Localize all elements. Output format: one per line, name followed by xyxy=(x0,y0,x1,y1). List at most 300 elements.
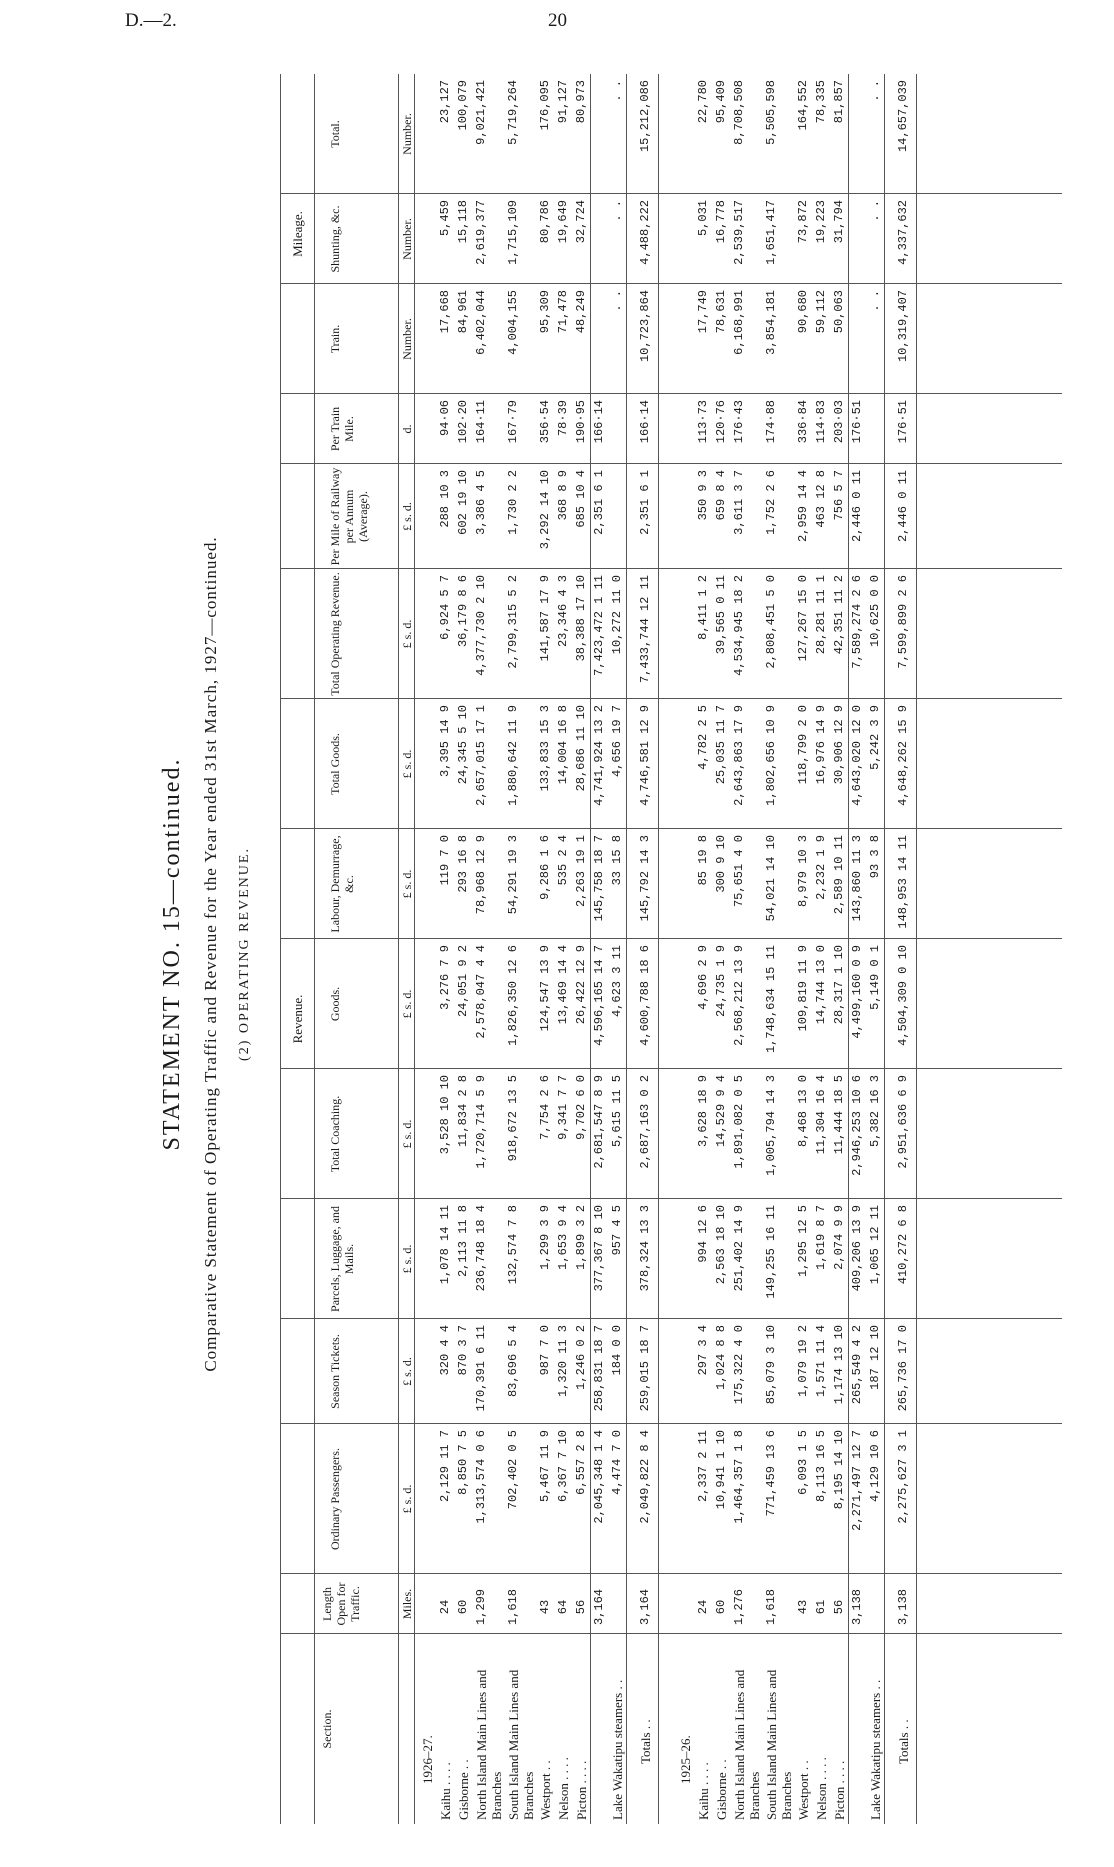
table-cell: 3,292 14 10 xyxy=(538,470,552,550)
table-cell: 4,600,788 18 6 xyxy=(638,945,652,1046)
table-cell: 3,138 xyxy=(850,1589,864,1626)
table-cell: 16,976 14 9 xyxy=(814,705,828,785)
table-cell: 659 8 4 xyxy=(714,470,728,521)
column-header-section: Section. xyxy=(320,1709,334,1749)
table-cell: 3,628 18 9 xyxy=(696,1075,710,1148)
table-cell: 14,744 13 0 xyxy=(814,945,828,1025)
column-header-season: Season Tickets. xyxy=(328,1334,342,1409)
column-header-total: Total. xyxy=(328,120,342,148)
table-row xyxy=(592,74,607,1824)
table-cell: 114·83 xyxy=(814,400,828,444)
table-cell: 83,696 5 4 xyxy=(506,1325,520,1398)
table-row xyxy=(832,74,847,1824)
table-cell: 184 0 0 xyxy=(610,1325,624,1376)
table-cell: 60 xyxy=(456,1599,470,1615)
table-cell: 16,778 xyxy=(714,200,728,244)
year-label-row xyxy=(420,74,435,1824)
table-cell: 3,164 xyxy=(638,1589,652,1626)
table-cell: 118,799 2 0 xyxy=(796,705,810,785)
table-cell: 59,112 xyxy=(814,290,828,334)
table-cell: 64 xyxy=(556,1599,570,1615)
column-header-ordinary: Ordinary Passengers. xyxy=(328,1448,342,1550)
table-cell: 1,891,082 0 5 xyxy=(732,1075,746,1169)
table-cell: 24,735 1 9 xyxy=(714,945,728,1018)
table-cell: 2,129 11 7 xyxy=(438,1430,452,1503)
table-cell: 109,819 11 9 xyxy=(796,945,810,1032)
table-cell: 30,906 12 9 xyxy=(832,705,846,785)
page-number: 20 xyxy=(548,10,567,31)
table-cell: 1,720,714 5 9 xyxy=(474,1075,488,1169)
section-name: North Island Main Lines and Branches xyxy=(732,1669,762,1820)
table-cell: 4,623 3 11 xyxy=(610,945,624,1018)
table-cell: 8,411 1 2 xyxy=(696,575,710,640)
table-cell: 1,899 3 2 xyxy=(574,1205,588,1270)
table-cell: 176,095 xyxy=(538,80,552,131)
column-header-per-mile: Per Mile of Railway per Annum (Average). xyxy=(328,467,370,566)
unit-label: £ s. d. xyxy=(400,1119,414,1149)
table-cell: 10,272 11 0 xyxy=(610,575,624,655)
table-cell xyxy=(592,284,607,394)
section-name: Nelson . . . . xyxy=(814,1757,829,1820)
table-cell: . . xyxy=(610,200,624,222)
table-cell: 336·84 xyxy=(796,400,810,444)
table-cell: 80,973 xyxy=(574,80,588,124)
table-cell: 1,715,109 xyxy=(506,200,520,265)
table-cell: 5,242 3 9 xyxy=(868,705,882,770)
table-cell: 145,792 14 3 xyxy=(638,835,652,922)
table-row xyxy=(850,74,865,1824)
table-cell: 4,782 2 5 xyxy=(696,705,710,770)
table-cell: 1,005,794 14 3 xyxy=(764,1075,778,1176)
table-cell: 1,880,642 11 9 xyxy=(506,705,520,806)
table-cell: 17,749 xyxy=(696,290,710,334)
table-cell: 602 19 10 xyxy=(456,470,470,535)
table-cell: 4,377,730 2 10 xyxy=(474,575,488,676)
table-cell: 8,850 7 5 xyxy=(456,1430,470,1495)
table-cell: 1,276 xyxy=(732,1589,746,1626)
table-cell: 1,826,350 12 6 xyxy=(506,945,520,1046)
unit-label: £ s. d. xyxy=(400,749,414,779)
table-cell: 4,499,160 0 9 xyxy=(850,945,864,1039)
table-cell: 4,656 19 7 xyxy=(610,705,624,778)
table-row xyxy=(506,74,536,1824)
header-rule xyxy=(280,74,281,1824)
table-cell: 71,478 xyxy=(556,290,570,334)
section-name: Westport . . xyxy=(796,1760,811,1820)
table-cell: 132,574 7 8 xyxy=(506,1205,520,1285)
column-header-length: Length Open for Traffic. xyxy=(320,1582,362,1626)
table-cell xyxy=(868,464,883,569)
table-cell xyxy=(868,1574,883,1634)
table-cell: 1,299 3 9 xyxy=(538,1205,552,1270)
table-cell: 24,345 5 10 xyxy=(456,705,470,785)
table-cell: 100,079 xyxy=(456,80,470,131)
table-cell: 2,337 2 11 xyxy=(696,1430,710,1503)
table-cell: 288 10 3 xyxy=(438,470,452,528)
table-cell: 164·11 xyxy=(474,400,488,444)
table-cell: 19,223 xyxy=(814,200,828,244)
table-cell: 28,317 1 10 xyxy=(832,945,846,1025)
table-cell: 1,619 8 7 xyxy=(814,1205,828,1270)
table-cell: 7,423,472 1 11 xyxy=(592,575,606,676)
column-header-parcels: Parcels, Luggage, and Mails. xyxy=(328,1206,356,1312)
table-cell: 2,271,497 12 7 xyxy=(850,1430,864,1531)
year-end-rule xyxy=(916,74,917,1824)
unit-label: £ s. d. xyxy=(400,989,414,1019)
table-cell: 127,267 15 0 xyxy=(796,575,810,662)
table-cell: 6,402,044 xyxy=(474,290,488,355)
table-cell: 145,758 18 7 xyxy=(592,835,606,922)
table-cell: 2,578,047 4 4 xyxy=(474,945,488,1039)
table-cell: 1,748,634 15 11 xyxy=(764,945,778,1054)
table-cell: 7,433,744 12 11 xyxy=(638,575,652,684)
table-cell: 43 xyxy=(796,1599,810,1615)
statement-subtitle: Comparative Statement of Operating Traffic and Revenue for the Year ended 31st March, 1927—continued. xyxy=(201,536,220,1372)
table-cell: 23,127 xyxy=(438,80,452,124)
table-cell: 6,367 7 10 xyxy=(556,1430,570,1503)
table-cell: 702,402 0 5 xyxy=(506,1430,520,1510)
table-cell: 8,979 10 3 xyxy=(796,835,810,908)
unit-label: Number. xyxy=(400,218,414,260)
table-cell: 994 12 6 xyxy=(696,1205,710,1263)
table-cell: 22,780 xyxy=(696,80,710,124)
table-cell: 6,557 2 8 xyxy=(574,1430,588,1495)
table-cell: 2,681,547 8 9 xyxy=(592,1075,606,1169)
table-cell: 236,748 18 4 xyxy=(474,1205,488,1292)
table-cell: 535 2 4 xyxy=(556,835,570,886)
table-cell: 685 10 4 xyxy=(574,470,588,528)
table-cell: 95,409 xyxy=(714,80,728,124)
table-cell: 4,004,155 xyxy=(506,290,520,355)
unit-label: £ s. d. xyxy=(400,619,414,649)
table-cell: 203·03 xyxy=(832,400,846,444)
table-cell: 2,643,863 17 9 xyxy=(732,705,746,806)
section-name: Gisborne . . xyxy=(714,1759,729,1820)
statement-title: STATEMENT NO. 15—continued. xyxy=(159,757,185,1151)
table-row xyxy=(610,74,625,1824)
table-cell: 2,539,517 xyxy=(732,200,746,265)
unit-label: £ s. d. xyxy=(400,869,414,899)
table-cell: 251,402 14 9 xyxy=(732,1205,746,1292)
section-name: Westport . . xyxy=(538,1760,553,1820)
table-cell: 3,276 7 9 xyxy=(438,945,452,1010)
table-cell: 10,941 1 10 xyxy=(714,1430,728,1510)
table-cell: 15,212,086 xyxy=(638,80,652,153)
table-cell: 2,563 18 10 xyxy=(714,1205,728,1285)
section-name: Totals . . xyxy=(638,1719,653,1764)
table-cell xyxy=(850,284,865,394)
table-cell: 350 9 3 xyxy=(696,470,710,521)
table-cell: 870 3 7 xyxy=(456,1325,470,1376)
table-cell: 4,488,222 xyxy=(638,200,652,265)
table-cell: 17,668 xyxy=(438,290,452,334)
table-cell: 85 19 8 xyxy=(696,835,710,886)
table-cell: 54,021 14 10 xyxy=(764,835,778,922)
table-cell: . . xyxy=(610,80,624,102)
table-cell: 7,589,274 2 6 xyxy=(850,575,864,669)
table-cell: 3,395 14 9 xyxy=(438,705,452,778)
table-cell: 2,275,627 3 1 xyxy=(896,1430,910,1524)
table-cell: 26,422 12 9 xyxy=(574,945,588,1025)
table-row xyxy=(732,74,762,1824)
table-cell: 265,549 4 2 xyxy=(850,1325,864,1405)
table-cell: 4,596,165 14 7 xyxy=(592,945,606,1046)
table-cell: 9,286 1 6 xyxy=(538,835,552,900)
table-cell: 14,657,039 xyxy=(896,80,910,153)
table-cell: 113·73 xyxy=(696,400,710,444)
table-row xyxy=(474,74,504,1824)
table-cell: 756 5 7 xyxy=(832,470,846,521)
table-cell: 78,968 12 9 xyxy=(474,835,488,915)
table-cell: 38,388 17 10 xyxy=(574,575,588,662)
section-name xyxy=(850,1634,865,1824)
table-cell: 3,138 xyxy=(896,1589,910,1626)
table-cell: 1,802,656 10 9 xyxy=(764,705,778,806)
table-cell: 5,467 11 9 xyxy=(538,1430,552,1503)
unit-label: £ s. d. xyxy=(400,1244,414,1274)
table-cell: 11,444 18 5 xyxy=(832,1075,846,1155)
section-name: North Island Main Lines and Branches xyxy=(474,1669,504,1820)
table-cell: 297 3 4 xyxy=(696,1325,710,1376)
table-cell: 2,045,348 1 4 xyxy=(592,1430,606,1524)
table-row xyxy=(814,74,829,1824)
table-cell: 90,680 xyxy=(796,290,810,334)
table-cell: 167·79 xyxy=(506,400,520,444)
table-cell: 3,611 3 7 xyxy=(732,470,746,535)
table-cell: 28,281 11 1 xyxy=(814,575,828,655)
table-cell: 1,464,357 1 8 xyxy=(732,1430,746,1524)
table-cell: 24 xyxy=(438,1599,452,1615)
table-cell: 149,255 16 11 xyxy=(764,1205,778,1299)
column-header-labour: Labour, Demurrage, &c. xyxy=(328,835,356,933)
table-cell: 1,320 11 3 xyxy=(556,1325,570,1398)
column-header-shunting: Shunting, &c. xyxy=(328,205,342,273)
table-cell xyxy=(610,1574,625,1634)
table-cell: 4,643,020 12 0 xyxy=(850,705,864,806)
table-cell: 5,149 0 1 xyxy=(868,945,882,1010)
table-cell xyxy=(850,194,865,284)
unit-label: Number. xyxy=(400,318,414,360)
table-cell: 3,386 4 5 xyxy=(474,470,488,535)
table-cell: 56 xyxy=(832,1599,846,1615)
table-cell xyxy=(868,394,883,464)
table-row xyxy=(556,74,571,1824)
table-cell: 409,206 13 9 xyxy=(850,1205,864,1292)
table-cell: 5,031 xyxy=(696,200,710,237)
table-cell: 4,648,262 15 9 xyxy=(896,705,910,806)
table-cell: 25,035 11 7 xyxy=(714,705,728,785)
unit-label: Miles. xyxy=(400,1588,414,1620)
table-cell: 84,961 xyxy=(456,290,470,334)
table-cell: 1,571 11 4 xyxy=(814,1325,828,1398)
section-name: Kaihu . . . . xyxy=(696,1762,711,1820)
table-cell: 1,653 9 4 xyxy=(556,1205,570,1270)
table-cell: 148,953 14 11 xyxy=(896,835,910,929)
section-name: Nelson . . . . xyxy=(556,1757,571,1820)
section-name: Picton . . . . xyxy=(574,1760,589,1820)
table-cell: 5,505,598 xyxy=(764,80,778,145)
table-cell: 4,741,924 13 2 xyxy=(592,705,606,806)
section-heading: (2) OPERATING REVENUE. xyxy=(237,847,252,1061)
column-header-train: Train. xyxy=(328,324,342,354)
table-cell: 6,093 1 5 xyxy=(796,1430,810,1495)
table-cell: 987 7 0 xyxy=(538,1325,552,1376)
table-cell: 28,686 11 10 xyxy=(574,705,588,792)
section-name: South Island Main Lines and Branches xyxy=(764,1669,794,1820)
table-cell: 4,129 10 6 xyxy=(868,1430,882,1503)
table-row xyxy=(438,74,453,1824)
table-cell: 8,195 14 10 xyxy=(832,1430,846,1510)
table-cell: 102·20 xyxy=(456,400,470,444)
table-cell: 2,263 19 1 xyxy=(574,835,588,908)
table-cell xyxy=(850,74,865,194)
table-cell: 75,651 4 0 xyxy=(732,835,746,908)
table-row xyxy=(764,74,794,1824)
table-cell: 5,459 xyxy=(438,200,452,237)
table-cell: 356·54 xyxy=(538,400,552,444)
table-cell: 43 xyxy=(538,1599,552,1615)
section-name: Lake Wakatipu steamers . . xyxy=(868,1679,883,1820)
table-cell: 1,246 0 2 xyxy=(574,1325,588,1390)
table-cell: 5,719,264 xyxy=(506,80,520,145)
table-cell: 2,951,636 6 9 xyxy=(896,1075,910,1169)
table-cell: 2,657,015 17 1 xyxy=(474,705,488,806)
table-cell: 174·88 xyxy=(764,400,778,444)
table-cell: 4,337,632 xyxy=(896,200,910,265)
section-name xyxy=(592,1634,607,1824)
table-cell: 32,724 xyxy=(574,200,588,244)
table-cell: 1,299 xyxy=(474,1589,488,1626)
table-cell: 61 xyxy=(814,1599,828,1615)
table-cell: 170,391 6 11 xyxy=(474,1325,488,1412)
unit-label: Number. xyxy=(400,113,414,155)
table-cell: 14,004 16 8 xyxy=(556,705,570,785)
table-cell: 3,528 10 10 xyxy=(438,1075,452,1155)
table-cell: 8,708,508 xyxy=(732,80,746,145)
table-cell: 320 4 4 xyxy=(438,1325,452,1376)
table-cell: 2,799,315 5 2 xyxy=(506,575,520,669)
table-cell: 133,833 15 3 xyxy=(538,705,552,792)
table-cell: 2,351 6 1 xyxy=(638,470,652,535)
table-cell: 141,587 17 9 xyxy=(538,575,552,662)
table-cell: 85,079 3 10 xyxy=(764,1325,778,1405)
table-row xyxy=(456,74,471,1824)
subtotal-rule xyxy=(590,74,591,1824)
rotated-page-content xyxy=(145,74,1075,1834)
section-name: Gisborne . . xyxy=(456,1759,471,1820)
table-cell: 56 xyxy=(574,1599,588,1615)
section-name: Lake Wakatipu steamers . . xyxy=(610,1679,625,1820)
unit-label: £ s. d. xyxy=(400,1357,414,1386)
table-cell: 23,346 4 3 xyxy=(556,575,570,648)
table-cell: 2,946,253 10 6 xyxy=(850,1075,864,1176)
table-cell: 24 xyxy=(696,1599,710,1615)
table-cell: 293 16 8 xyxy=(456,835,470,893)
group-rule xyxy=(314,74,315,1574)
table-cell: . . xyxy=(868,290,882,312)
table-row xyxy=(696,74,711,1824)
table-cell: 2,568,212 13 9 xyxy=(732,945,746,1046)
table-cell: 2,619,377 xyxy=(474,200,488,265)
table-cell: 175,322 4 0 xyxy=(732,1325,746,1405)
table-cell: 94·06 xyxy=(438,400,452,437)
table-cell: 176·43 xyxy=(732,400,746,444)
table-cell: 2,351 6 1 xyxy=(592,470,606,535)
table-cell: 48,249 xyxy=(574,290,588,334)
table-cell: 1,651,417 xyxy=(764,200,778,265)
table-row xyxy=(796,74,811,1824)
table-cell: 166·14 xyxy=(592,400,606,444)
table-cell: 258,831 18 7 xyxy=(592,1325,606,1412)
table-cell: 259,015 18 7 xyxy=(638,1325,652,1412)
totals-row xyxy=(638,74,653,1824)
table-cell: 166·14 xyxy=(638,400,652,444)
table-cell: 300 9 10 xyxy=(714,835,728,893)
header-rule xyxy=(398,74,399,1824)
table-cell: 2,687,163 0 2 xyxy=(638,1075,652,1169)
table-cell: 42,351 11 2 xyxy=(832,575,846,655)
mileage-group-header: Mileage. xyxy=(290,211,305,257)
table-cell: . . xyxy=(610,290,624,312)
table-cell: 176·51 xyxy=(850,400,864,444)
table-cell: 3,164 xyxy=(592,1589,606,1626)
table-cell: 81,857 xyxy=(832,80,846,124)
table-cell: 918,672 13 5 xyxy=(506,1075,520,1162)
table-cell: 378,324 13 3 xyxy=(638,1205,652,1292)
table-cell: 36,179 8 6 xyxy=(456,575,470,648)
year-label: 1925–26. xyxy=(678,1735,693,1784)
operating-revenue-table xyxy=(280,74,1062,1824)
table-cell xyxy=(610,394,625,464)
table-cell: 33 15 8 xyxy=(610,835,624,886)
table-cell: 119 7 0 xyxy=(438,835,452,886)
table-cell: 1,313,574 0 6 xyxy=(474,1430,488,1524)
table-cell: 410,272 6 8 xyxy=(896,1205,910,1285)
table-cell: 463 12 8 xyxy=(814,470,828,528)
table-row xyxy=(868,74,883,1824)
table-cell: 60 xyxy=(714,1599,728,1615)
table-cell: 10,625 0 0 xyxy=(868,575,882,648)
table-cell: 1,078 14 11 xyxy=(438,1205,452,1285)
table-cell: 1,295 12 5 xyxy=(796,1205,810,1278)
table-cell: 4,504,309 0 10 xyxy=(896,945,910,1046)
header-rule xyxy=(414,74,415,1824)
totals-rule xyxy=(884,74,885,1824)
table-cell: 5,382 16 3 xyxy=(868,1075,882,1148)
table-row xyxy=(714,74,729,1824)
year-end-rule xyxy=(658,74,659,1824)
section-name: South Island Main Lines and Branches xyxy=(506,1669,536,1820)
revenue-group-header: Revenue. xyxy=(290,994,305,1044)
table-cell: 1,752 2 6 xyxy=(764,470,778,535)
column-header-total-goods: Total Goods. xyxy=(328,733,342,795)
table-cell: 54,291 19 3 xyxy=(506,835,520,915)
table-cell: 4,696 2 9 xyxy=(696,945,710,1010)
table-cell: 15,118 xyxy=(456,200,470,244)
table-cell: 187 12 10 xyxy=(868,1325,882,1390)
table-cell: 78·39 xyxy=(556,400,570,437)
table-cell: 2,446 0 11 xyxy=(850,470,864,543)
table-cell: 1,730 2 2 xyxy=(506,470,520,535)
table-cell: 93 3 8 xyxy=(868,835,882,879)
totals-row xyxy=(896,74,911,1824)
table-cell: 24,051 9 2 xyxy=(456,945,470,1018)
table-cell: 4,474 7 0 xyxy=(610,1430,624,1495)
table-cell: 368 8 9 xyxy=(556,470,570,521)
unit-label: £ s. d. xyxy=(400,1484,414,1514)
table-cell: 2,959 14 4 xyxy=(796,470,810,543)
table-cell: 176·51 xyxy=(896,400,910,444)
